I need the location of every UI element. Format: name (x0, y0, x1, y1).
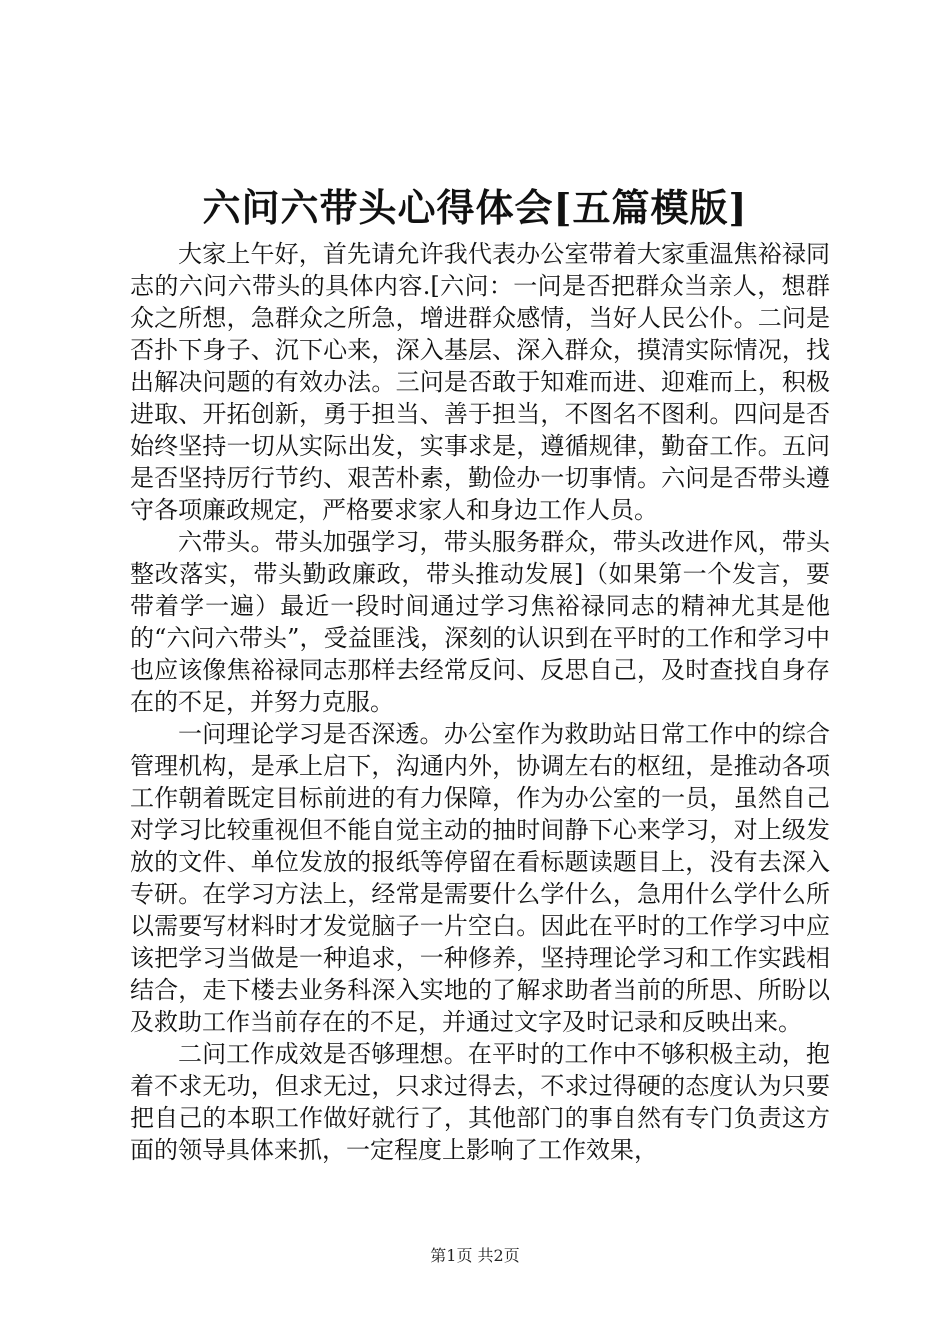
document-body (130, 238, 830, 1166)
paragraph-3: 一问理论学习是否深透。办公室作为救助站日常工作中的综合管理机构，是承上启下，沟通内外，协调左右的枢纽，是推动各项工作朝着既定目标前进的有力保障，作为办公室的一员，虽然自己对学习比较重视但不能自觉主动的抽时间静下心来学习，对上级发放的文件、单位发放的报纸等停留在看标题读题目上，没有去深入专研。在学习方法上，经常是需要什么学什么，急用什么学什么所以需要写材料时才发觉脑子一片空白。因此在平时的工作学习中应该把学习当做是一种追求，一种修养，坚持理论学习和工作实践相结合，走下楼去业务科深入实地的了解求助者当前的所思、所盼以及救助工作当前存在的不足，并通过文字及时记录和反映出来。 (130, 720, 830, 1036)
paragraph-1: 大家上午好，首先请允许我代表办公室带着大家重温焦裕禄同志的六问六带头的具体内容.[六问：一问是否把群众当亲人，想群众之所想，急群众之所急，增进群众感情，当好人民公仆。二问是否扑下身子、沉下心来，深入基层、深入群众，摸清实际情况，找出解决问题的有效办法。三问是否敢于知难而进、迎难而上，积极进取、开拓创新，勇于担当、善于担当，不图名不图利。四问是否始终坚持一切从实际出发，实事求是，遵循规律，勤奋工作。五问是否坚持厉行节约、艰苦朴素，勤俭办一切事情。六问是否带头遵守各项廉政规定，严格要求家人和身边工作人员。 (130, 240, 830, 524)
page-footer: 第1页 共2页 (430, 1246, 520, 1265)
paragraph-2: 六带头。带头加强学习，带头服务群众，带头改进作风，带头整改落实，带头勤政廉政，带头推动发展]（如果第一个发言，要带着学一遍）最近一段时间通过学习焦裕禄同志的精神尤其是他的“六问六带头”，受益匪浅，深刻的认识到在平时的工作和学习中也应该像焦裕禄同志那样去经常反问、反思自己，及时查找自身存在的不足，并努力克服。 (130, 528, 830, 716)
paragraph-4: 二问工作成效是否够理想。在平时的工作中不够积极主动，抱着不求无功，但求无过，只求过得去，不求过得硬的态度认为只要把自己的本职工作做好就行了，其他部门的事自然有专门负责这方面的领导具体来抓，一定程度上影响了工作效果， (130, 1040, 830, 1164)
document-title: 六问六带头心得体会[五篇模版] (202, 185, 748, 230)
